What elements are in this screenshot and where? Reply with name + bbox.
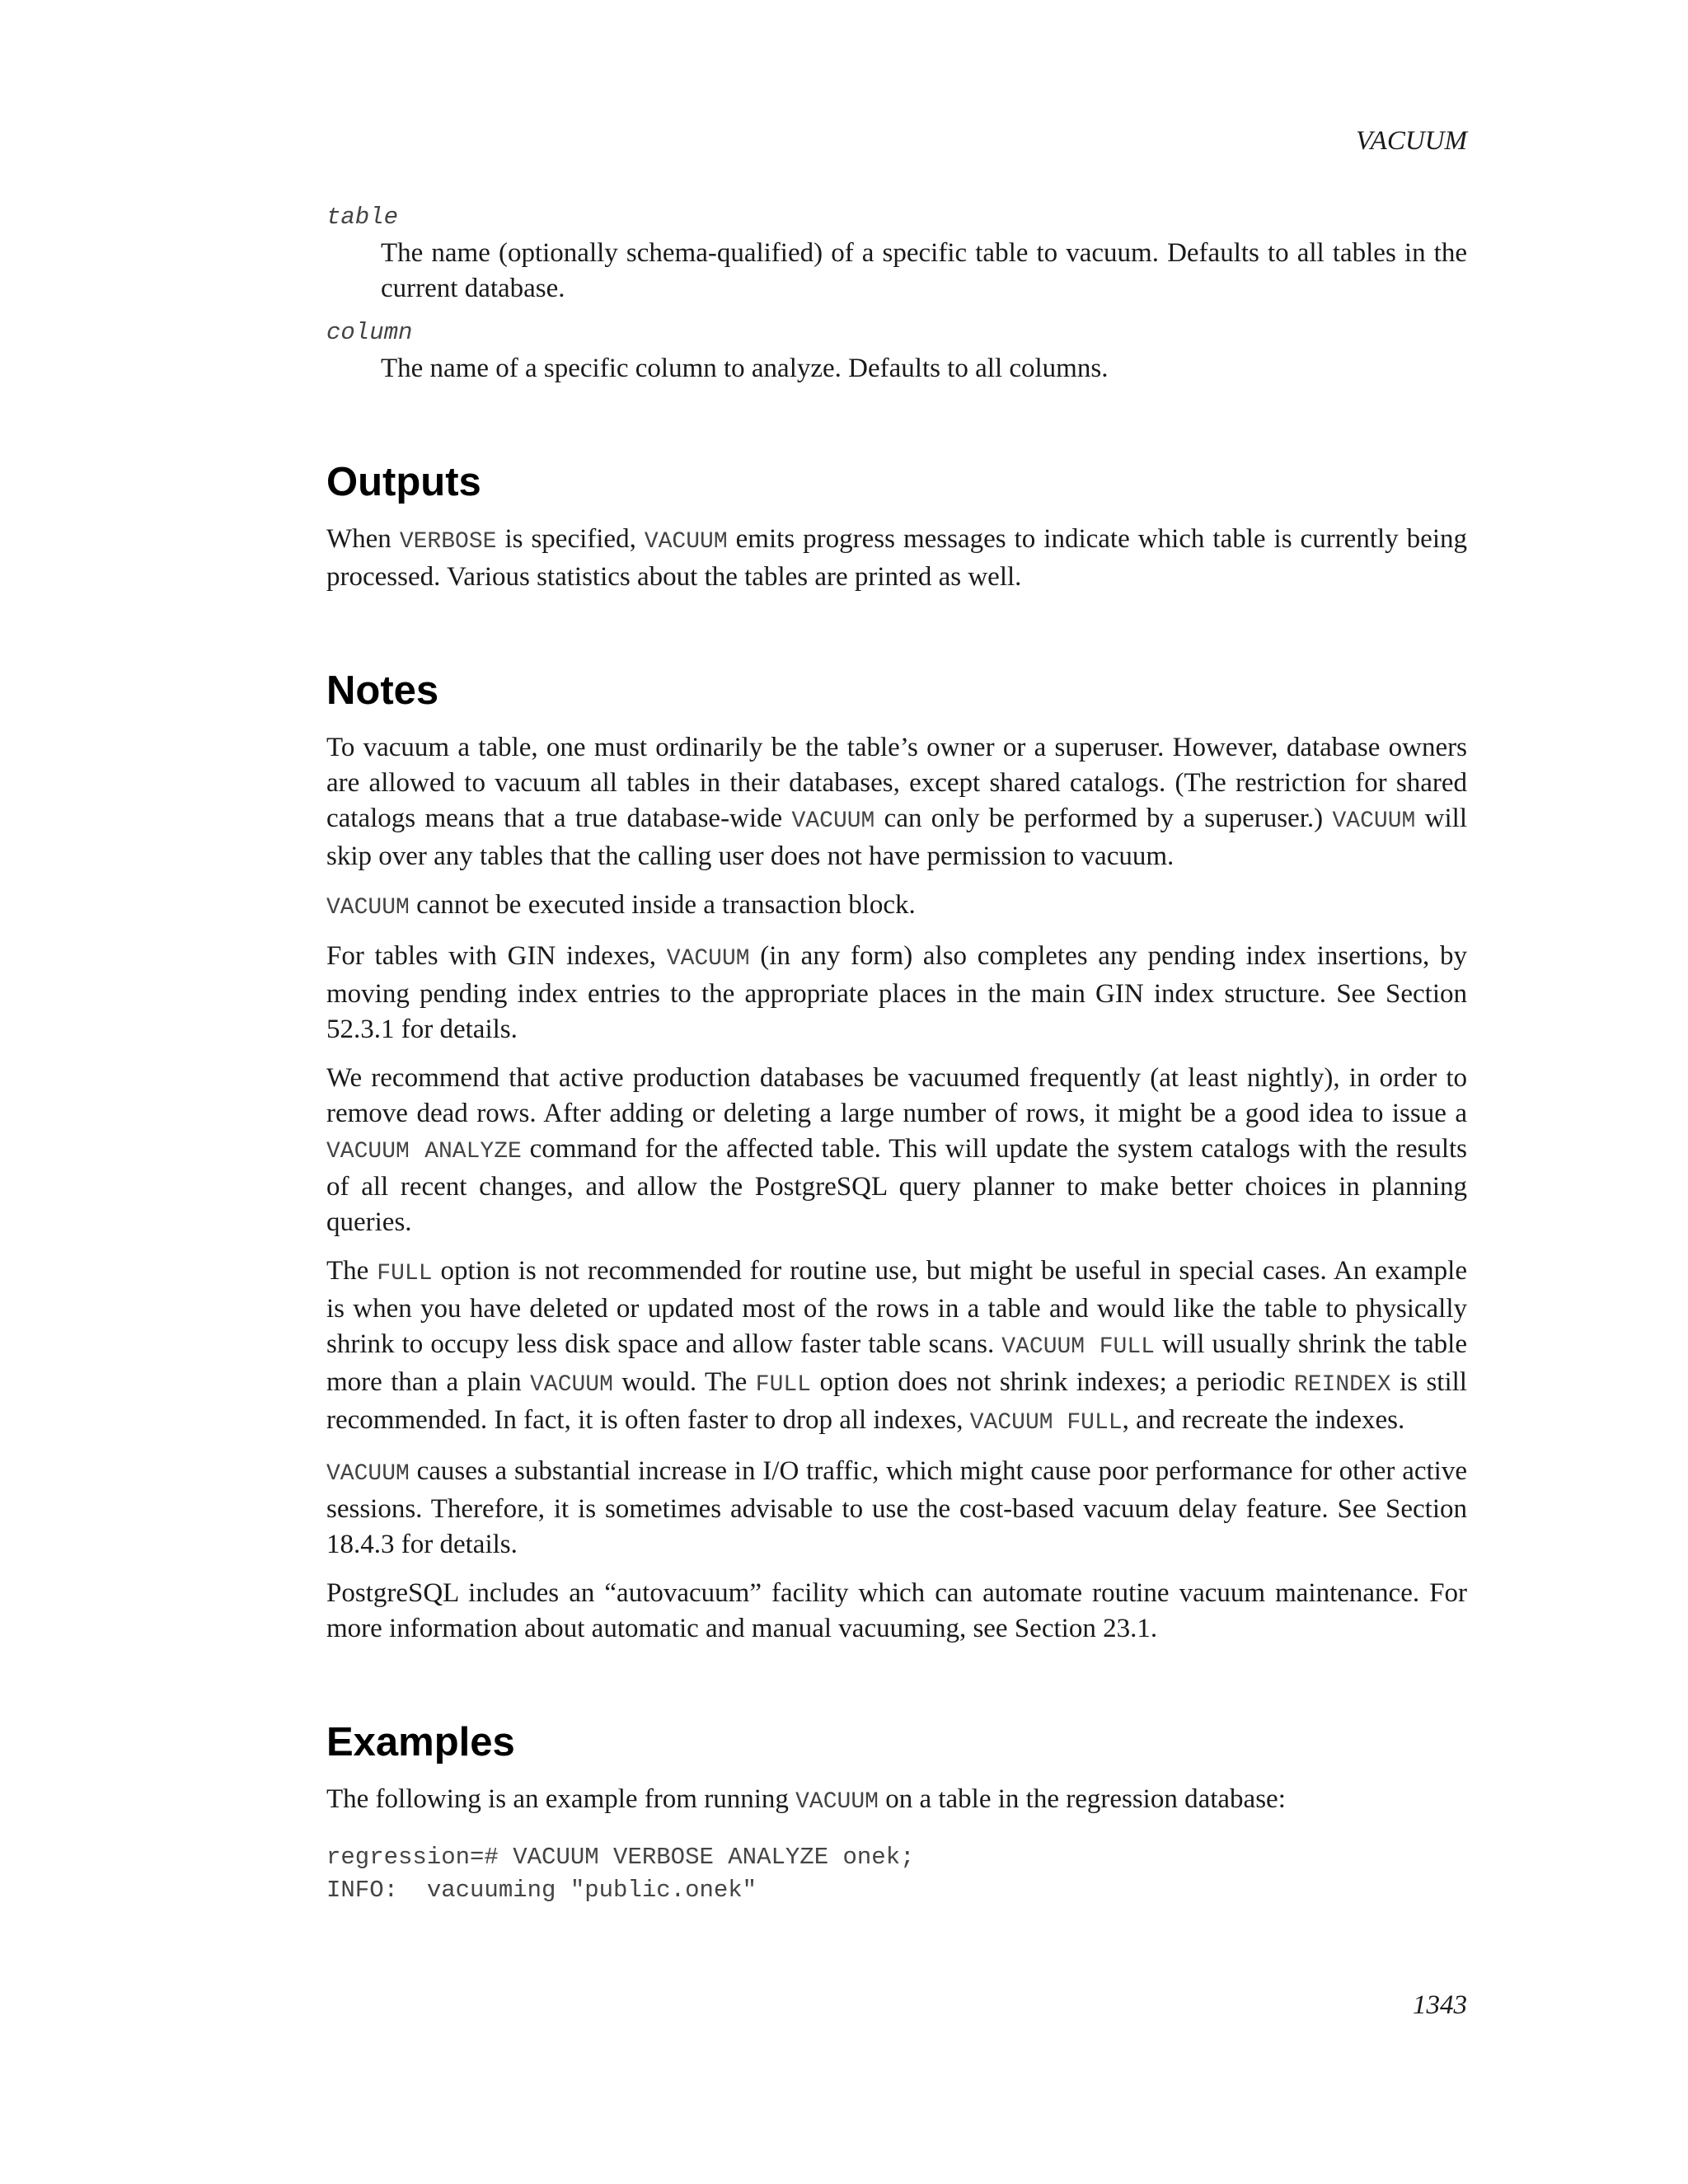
text: option does not shrink indexes; a periodic	[810, 1367, 1294, 1397]
inline-code: FULL	[755, 1372, 811, 1398]
text: on a table in the regression database:	[878, 1784, 1286, 1814]
text: The following is an example from running	[326, 1784, 796, 1814]
text: PostgreSQL includes an “autovacuum” facility which can automate routine vacuum maintenance. For more information about automatic and manual vacuuming, see Section 23.1.	[326, 1578, 1467, 1643]
notes-paragraph-4	[326, 1061, 1467, 1240]
inline-code: VACUUM FULL	[969, 1410, 1123, 1436]
text: For tables with GIN indexes,	[326, 941, 667, 971]
notes-heading: Notes	[326, 668, 439, 713]
text: would. The	[612, 1367, 756, 1397]
notes-paragraph-5	[326, 1254, 1467, 1441]
inline-code: VERBOSE	[399, 529, 497, 555]
page-number: 1343	[1413, 1990, 1467, 2020]
inline-code: VACUUM ANALYZE	[326, 1139, 522, 1165]
inline-code: VACUUM	[644, 529, 728, 555]
text: is specified,	[496, 524, 645, 554]
param-term-column: column	[326, 319, 413, 346]
text: command for the affected table. This will update the system catalogs with the results of all recent changes, and allow the PostgreSQL query planner to make better choices in planning queries.	[326, 1134, 1467, 1237]
inline-code: VACUUM	[795, 1789, 879, 1815]
examples-paragraph	[326, 1782, 1467, 1820]
param-desc-column: The name of a specific column to analyze. Defaults to all columns.	[381, 354, 1109, 383]
notes-paragraph-3	[326, 939, 1467, 1047]
notes-paragraph-1	[326, 730, 1467, 874]
text: will skip over any tables that the calling user does not have permission to vacuum.	[326, 804, 1467, 871]
text: We recommend that active production databases be vacuumed frequently (at least nightly), in order to remove dead rows. After adding or deleting a large number of rows, it might be a good idea to issue a	[326, 1063, 1467, 1128]
param-desc-table: The name (optionally schema-qualified) of a specific table to vacuum. Defaults to all tables in the current database.	[381, 238, 1467, 303]
notes-paragraph-6	[326, 1454, 1467, 1563]
code-line: INFO: vacuuming "public.onek"	[326, 1877, 757, 1904]
inline-code: REINDEX	[1293, 1372, 1391, 1398]
text: When	[326, 524, 400, 554]
inline-code: VACUUM	[326, 1461, 410, 1487]
text: To vacuum a table, one must ordinarily be the table’s owner or a superuser. However, database owners are allowed to vacuum all tables in their databases, except shared catalogs. (The restriction for shared catalogs means that a true database-wide	[326, 733, 1467, 833]
inline-code: VACUUM	[326, 895, 410, 921]
notes-paragraph-7	[326, 1576, 1467, 1647]
text: cannot be executed inside a transaction block.	[409, 890, 916, 920]
text: causes a substantial increase in I/O traffic, which might cause poor performance for other active sessions. Therefore, it is sometimes advisable to use the cost-based vacuum delay feature. See Section 18.4.3 for details.	[326, 1456, 1467, 1559]
code-line: regression=# VACUUM VERBOSE ANALYZE onek;	[326, 1844, 915, 1871]
running-header: VACUUM	[1355, 126, 1467, 156]
outputs-heading: Outputs	[326, 460, 481, 504]
text: The	[326, 1256, 377, 1286]
text: emits progress messages to indicate which table is currently being processed. Various statistics about the tables are printed as well.	[326, 524, 1467, 592]
text: will usually shrink the table more than a plain	[326, 1329, 1467, 1397]
inline-code: VACUUM	[791, 808, 875, 834]
page-content	[326, 191, 1467, 1907]
inline-code: VACUUM	[666, 946, 750, 972]
text: can only be performed by a superuser.)	[874, 804, 1333, 833]
inline-code: VACUUM	[1332, 808, 1416, 834]
examples-heading: Examples	[326, 1720, 515, 1765]
inline-code: VACUUM FULL	[1001, 1334, 1155, 1360]
text: (in any form) also completes any pending index insertions, by moving pending index entries to the appropriate places in the main GIN index structure. See Section 52.3.1 for details.	[326, 941, 1467, 1044]
text: is still recommended. In fact, it is often faster to drop all indexes,	[326, 1367, 1467, 1435]
inline-code: VACUUM	[530, 1372, 613, 1398]
param-term-table: table	[326, 204, 399, 231]
inline-code: FULL	[377, 1261, 433, 1286]
text: option is not recommended for routine use, but might be useful in special cases. An example is when you have deleted or updated most of the rows in a table and would like the table to physically shrink to occupy less disk space and allow faster table scans.	[326, 1256, 1467, 1359]
outputs-paragraph	[326, 522, 1467, 595]
text: , and recreate the indexes.	[1122, 1405, 1405, 1435]
notes-paragraph-2	[326, 888, 1467, 926]
code-block	[326, 1841, 1467, 1907]
